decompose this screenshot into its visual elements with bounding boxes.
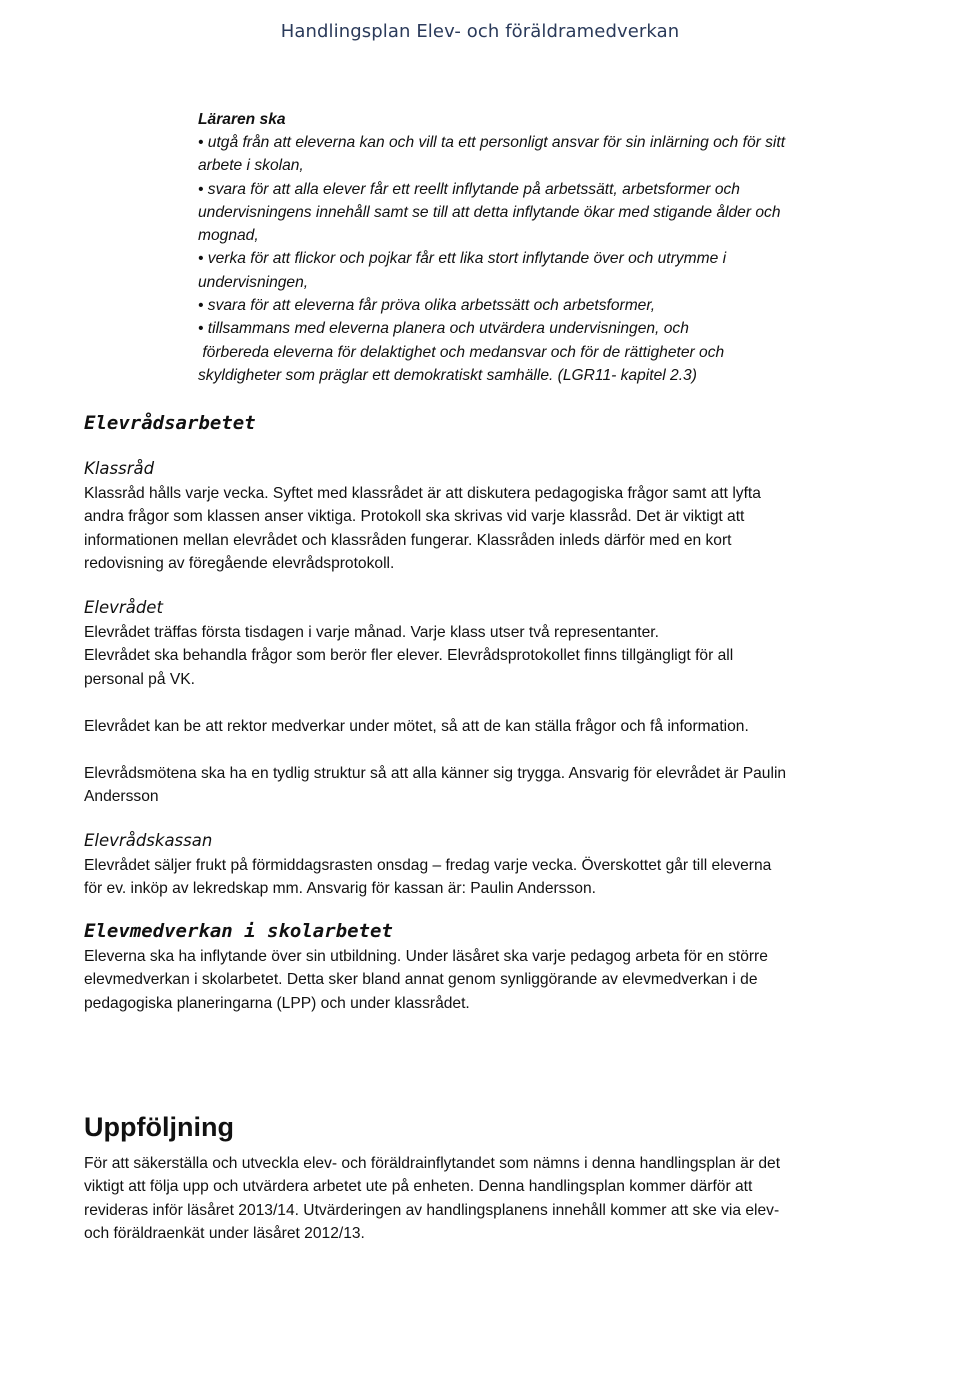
paragraph-line: för ev. inköp av lekredskap mm. Ansvarig för kassan är: Paulin Andersson. — [84, 880, 596, 898]
klassrad-heading: Klassråd — [84, 459, 155, 478]
teacher-line: undervisningen, — [198, 273, 309, 291]
rektor-paragraph — [84, 715, 749, 738]
skolarbete-paragraph — [84, 945, 768, 1015]
paragraph-line: pedagogiska planeringarna (LPP) och under klassrådet. — [84, 994, 470, 1012]
teacher-list — [198, 131, 785, 387]
paragraph-line: elevmedverkan i skolarbetet. Detta sker bland annat genom synliggörande av elevmedverkan i de — [84, 971, 758, 989]
teacher-heading: Läraren ska — [198, 111, 286, 128]
paragraph-line: och föräldraenkät under läsåret 2012/13. — [84, 1224, 365, 1242]
teacher-section — [198, 108, 785, 387]
paragraph-line: viktigt att följa upp och utvärdera arbetet ute på enheten. Denna handlingsplan kommer därför att — [84, 1178, 753, 1196]
page-header-title: Handlingsplan Elev- och föräldramedverkan — [280, 21, 680, 42]
teacher-line: • verka för att flickor och pojkar får ett lika stort inflytande över och utrymme i — [198, 250, 727, 268]
teacher-line: mognad, — [198, 227, 259, 245]
kassan-paragraph — [84, 854, 771, 901]
paragraph-line: revideras inför läsåret 2013/14. Utvärderingen av handlingsplanens innehåll kommer att ske via elev- — [84, 1201, 780, 1219]
paragraph-line: Eleverna ska ha inflytande över sin utbildning. Under läsåret ska varje pedagog arbeta för en större — [84, 948, 768, 965]
elevradsarbetet-heading: Elevrådsarbetet — [84, 412, 256, 434]
paragraph-line: Elevrådet träffas första tisdagen i varje månad. Varje klass utser två representanter. — [84, 624, 659, 641]
kassan-heading: Elevrådskassan — [84, 831, 213, 850]
paragraph-line: andra frågor som klassen anser viktiga. Protokoll ska skrivas vid varje klassråd. Det är viktigt att — [84, 508, 745, 526]
teacher-line: skyldigheter som präglar ett demokratiskt samhälle. (LGR11- kapitel 2.3) — [198, 366, 697, 384]
teacher-line: • utgå från att eleverna kan och vill ta ett personligt ansvar för sin inlärning och för sitt — [198, 134, 786, 151]
paragraph-line: Elevrådsmötena ska ha en tydlig struktur så att alla känner sig trygga. Ansvarig för elevrådet är Paulin — [84, 765, 787, 782]
teacher-line: arbete i skolan, — [198, 157, 304, 175]
paragraph-line: Klassråd hålls varje vecka. Syftet med klassrådet är att diskutera pedagogiska frågor samt att lyfta — [84, 485, 761, 502]
elevradet-paragraph — [84, 621, 733, 691]
teacher-line: • svara för att alla elever får ett reellt inflytande på arbetssätt, arbetsformer och — [198, 180, 740, 198]
paragraph-line: Elevrådet säljer frukt på förmiddagsrasten onsdag – fredag varje vecka. Överskottet går till eleverna — [84, 857, 772, 874]
paragraph-line: informationen mellan elevrådet och klassråden fungerar. Klassråden inleds därför med en kort — [84, 531, 732, 549]
uppfoljning-heading: Uppföljning — [84, 1112, 234, 1142]
skolarbete-heading: Elevmedverkan i skolarbetet — [84, 920, 393, 942]
paragraph-line: För att säkerställa och utveckla elev- och föräldrainflytandet som nämns i denna handlingsplan är det — [84, 1155, 781, 1172]
paragraph-line: redovisning av föregående elevrådsprotokoll. — [84, 554, 395, 572]
teacher-line: förbereda eleverna för delaktighet och medansvar och för de rättigheter och — [198, 343, 725, 361]
teacher-line: • svara för att eleverna får pröva olika arbetssätt och arbetsformer, — [198, 297, 656, 315]
moten-paragraph — [84, 762, 786, 809]
klassrad-paragraph — [84, 482, 761, 575]
elevradet-heading: Elevrådet — [84, 598, 163, 617]
paragraph-line: Elevrådet kan be att rektor medverkar under mötet, så att de kan ställa frågor och få information. — [84, 718, 749, 735]
paragraph-line: Andersson — [84, 788, 159, 806]
paragraph-line: Elevrådet ska behandla frågor som berör fler elever. Elevrådsprotokollet finns tillgängligt för all — [84, 647, 734, 665]
uppfoljning-paragraph — [84, 1152, 780, 1245]
teacher-line: undervisningens innehåll samt se till att detta inflytande ökar med stigande ålder och — [198, 203, 781, 221]
teacher-line: • tillsammans med eleverna planera och utvärdera undervisningen, och — [198, 320, 689, 338]
paragraph-line: personal på VK. — [84, 670, 195, 688]
